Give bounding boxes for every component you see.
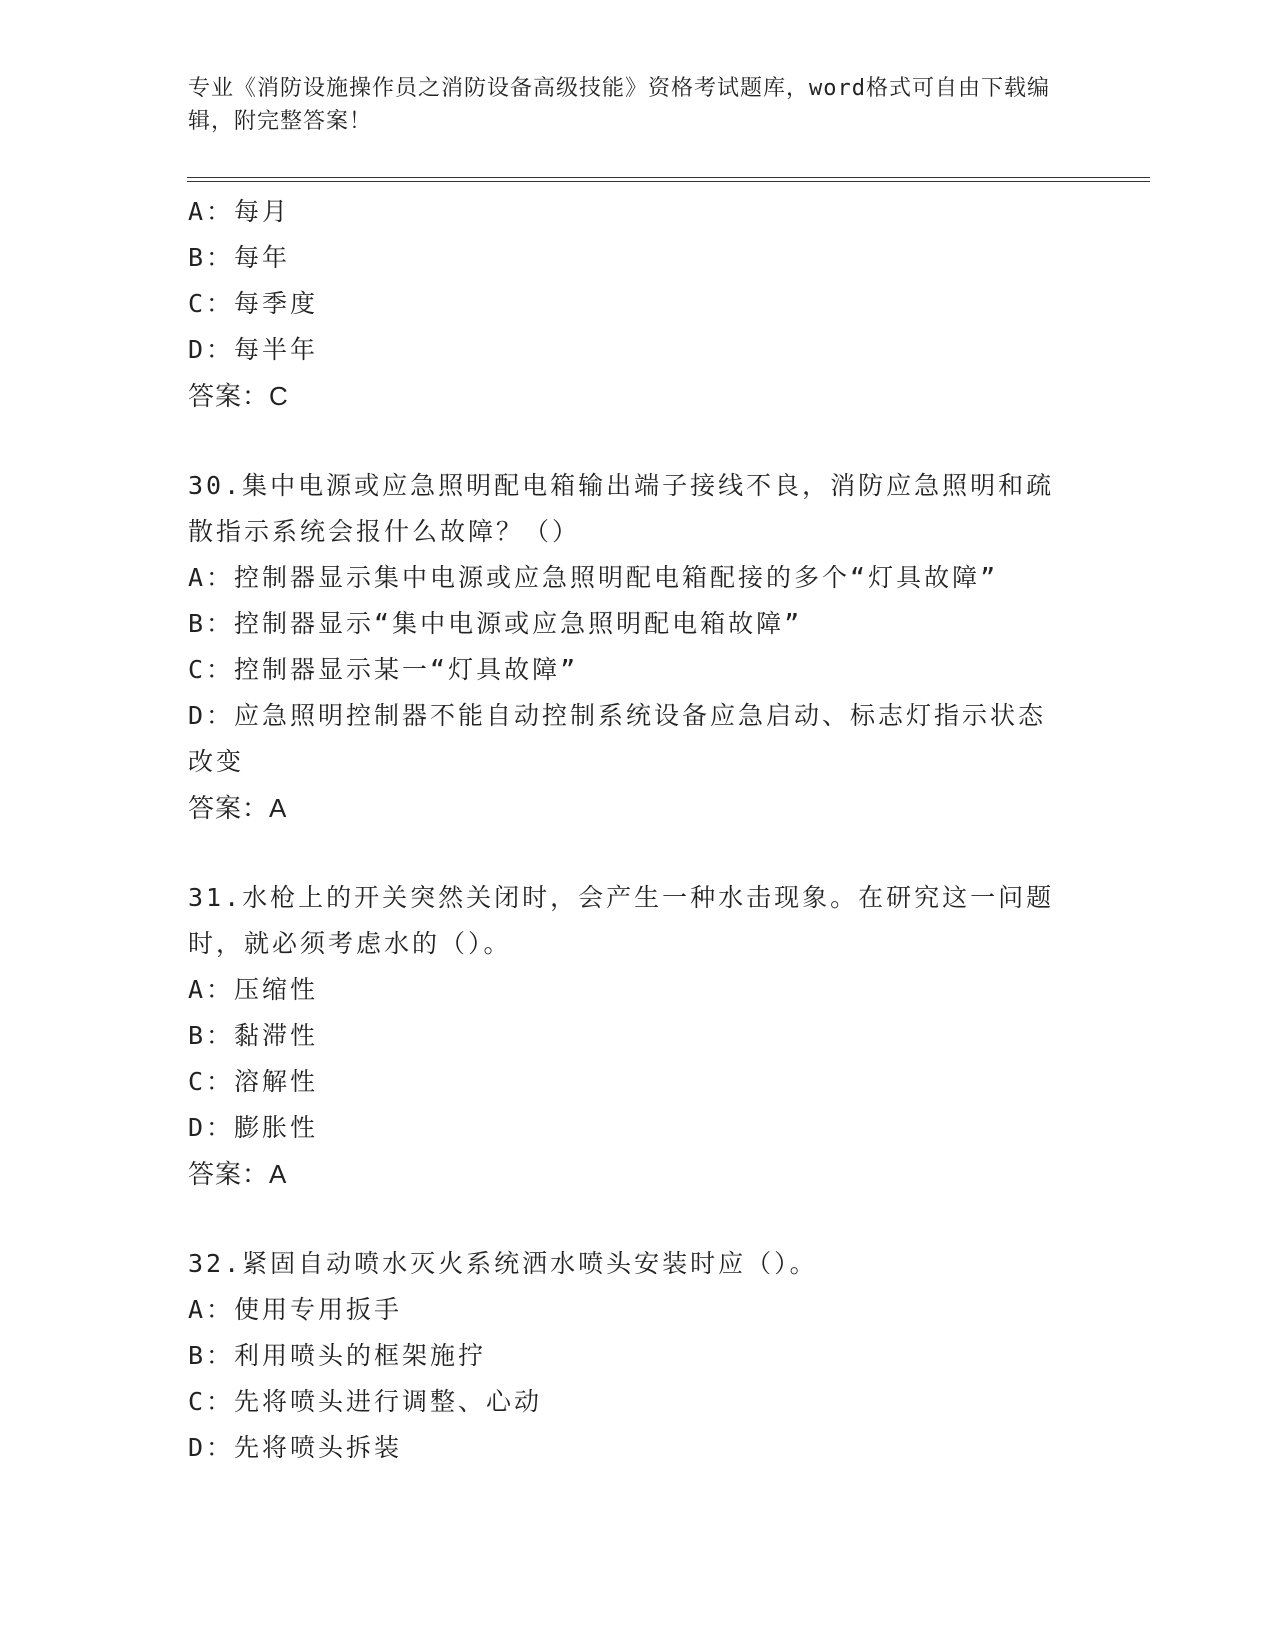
answer-line: 答案：A xyxy=(188,793,288,823)
option-c: C：溶解性 xyxy=(188,1067,319,1096)
option-b: B：利用喷头的框架施拧 xyxy=(188,1341,487,1370)
option-a: A：压缩性 xyxy=(188,975,319,1004)
question-block-29 xyxy=(188,189,1088,419)
option-c: C：每季度 xyxy=(188,289,319,318)
header-divider-top xyxy=(187,177,1150,178)
option-d: D：膨胀性 xyxy=(188,1113,319,1142)
option-a: A：控制器显示集中电源或应急照明配电箱配接的多个“灯具故障” xyxy=(188,563,999,592)
question-stem: 31.水枪上的开关突然关闭时，会产生一种水击现象。在研究这一问题时，就必须考虑水的（）。 xyxy=(188,883,1055,958)
option-b: B：每年 xyxy=(188,243,291,272)
option-b: B：黏滞性 xyxy=(188,1021,319,1050)
header-divider-bottom xyxy=(187,181,1150,182)
answer-line: 答案：C xyxy=(188,381,289,411)
option-d: D：每半年 xyxy=(188,335,319,364)
option-a: A：每月 xyxy=(188,197,291,226)
question-stem: 30.集中电源或应急照明配电箱输出端子接线不良，消防应急照明和疏散指示系统会报什么故障？（） xyxy=(188,471,1055,546)
option-b: B：控制器显示“集中电源或应急照明配电箱故障” xyxy=(188,609,803,638)
question-block-32 xyxy=(188,1241,1088,1471)
question-stem: 32.紧固自动喷水灭火系统洒水喷头安装时应（）。 xyxy=(188,1249,818,1278)
option-d: D：应急照明控制器不能自动控制系统设备应急启动、标志灯指示状态改变 xyxy=(188,701,1047,776)
question-list xyxy=(188,189,1088,1471)
question-block-30 xyxy=(188,463,1088,831)
option-c: C：先将喷头进行调整、心动 xyxy=(188,1387,543,1416)
document-header: 专业《消防设施操作员之消防设备高级技能》资格考试题库，word格式可自由下载编辑，附完整答案！ xyxy=(188,76,1050,134)
option-c: C：控制器显示某一“灯具故障” xyxy=(188,655,579,684)
option-d: D：先将喷头拆装 xyxy=(188,1433,403,1462)
question-block-31 xyxy=(188,875,1088,1197)
option-a: A：使用专用扳手 xyxy=(188,1295,403,1324)
answer-line: 答案：A xyxy=(188,1159,288,1189)
